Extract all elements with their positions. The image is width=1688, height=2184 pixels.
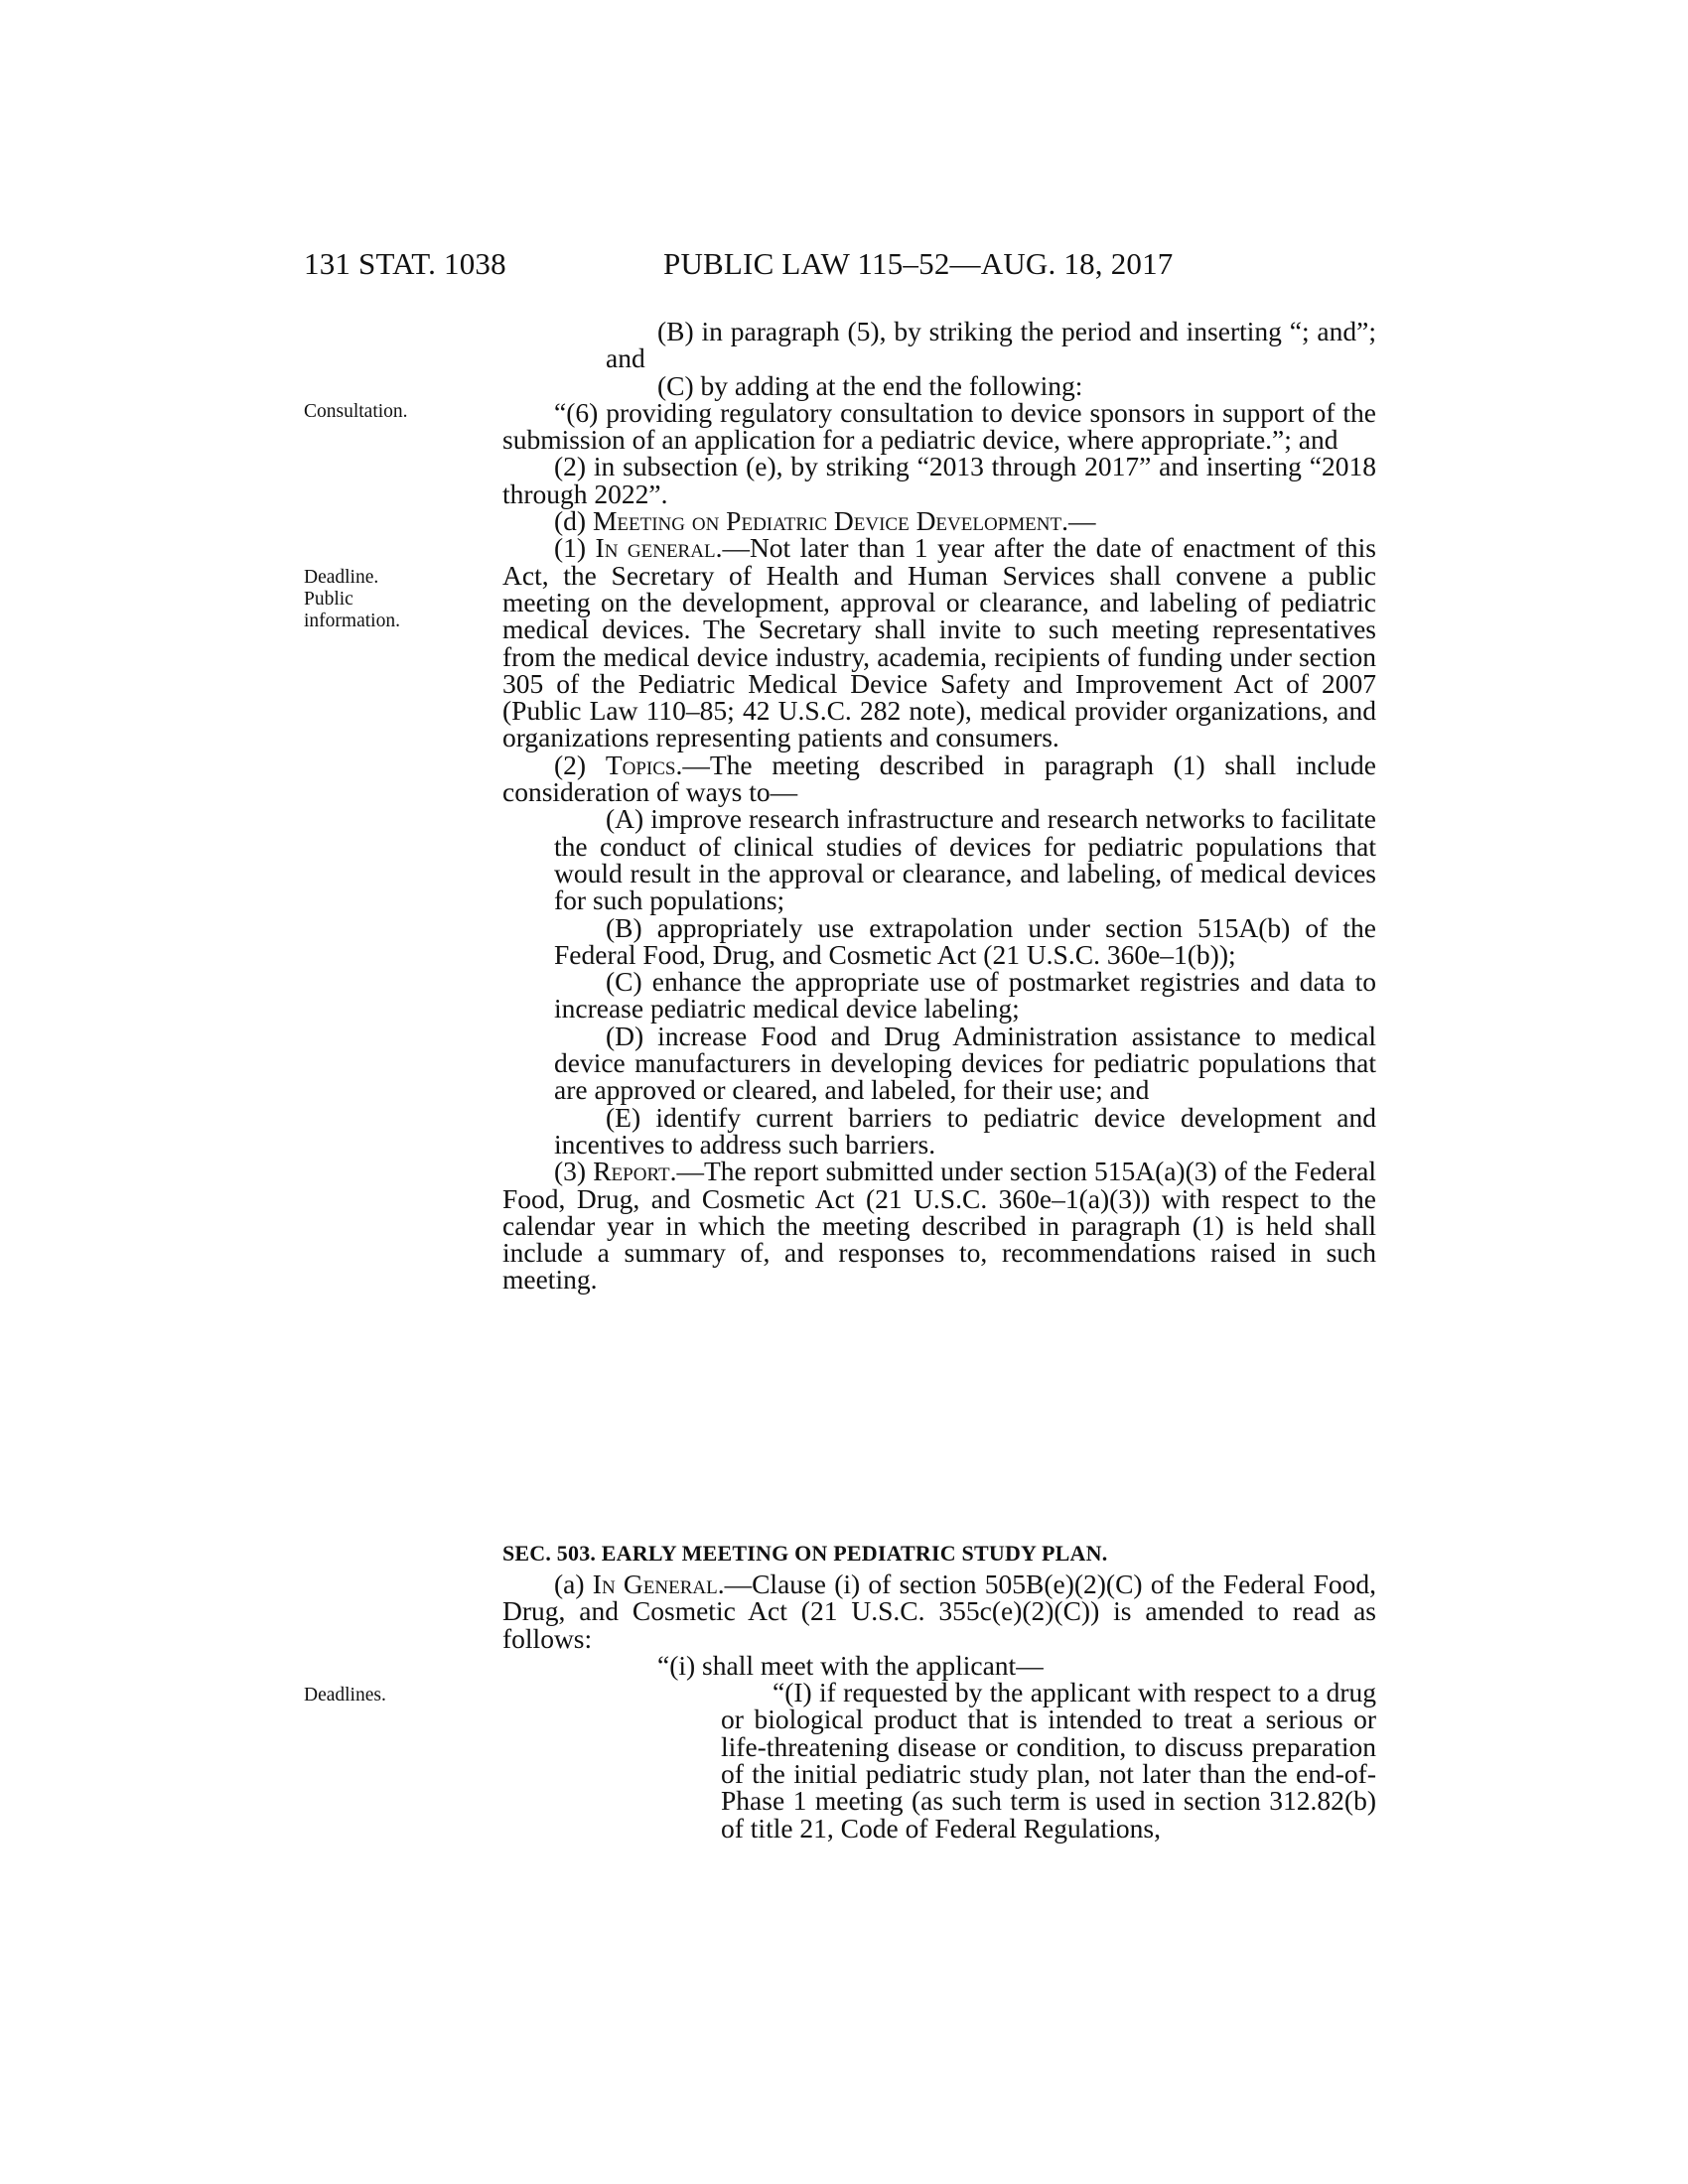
paragraph-label: (1) [554,532,596,564]
subsection-label: (d) [554,505,593,537]
body-text [502,318,1376,1294]
subsection-label: (a) [554,1569,593,1599]
subclause-I: “(I) if requested by the applicant with respect to a drug or biological product that is intended to treat a serious or life-threatening disease or condition, to discuss preparation of the initial pediatric study plan, not later than the end-of-Phase 1 meeting (as such term is used in section 312.82(b) of title 21, Code of Federal Regulations, [721,1677,1376,1843]
paragraph-label: (3) [554,1156,594,1187]
paragraph-3-report [502,1156,1376,1296]
subsection-title: Meeting on Pediatric Device Development [592,505,1062,537]
paragraph-heading: Topics [605,749,676,780]
paragraph-2-subsection-e: (2) in subsection (e), by striking “2013 through 2017” and inserting “2018 through 2022”. [502,451,1376,509]
margin-note-line: Public [304,589,353,610]
paragraph-2-topics [502,751,1376,806]
section-heading: SEC. 503. EARLY MEETING ON PEDIATRIC STUDY PLAN. [502,1541,1108,1566]
paragraph-c: (C) by adding at the end the following: [657,369,1083,401]
paragraph-text: .—Not later than 1 year after the date of enactment of this Act, the Secretary of Health and Human Services shall convene a public meeting on the development, approval or clearance, and labeling of pediatric medical devices. The Secretary shall invite to such meeting representatives from the medical device industry, academia, recipients of funding under section 305 of the Pediatric Medical Device Safety and Improvement Act of 2007 (Public Law 110–85; 42 U.S.C. 282 note), medical provider organizations, and organizations representing patients and consumers. [502,532,1376,753]
clause-i: “(i) shall meet with the applicant— [657,1649,1044,1681]
section-503 [502,1522,1376,1574]
subsection-d-heading [502,505,1376,537]
paragraph-b [502,318,1376,372]
paragraph-6: “(6) providing regulatory consultation to device sponsors in support of the submission of an application for a pediatric device, where appropriate.”; and [502,396,1376,456]
subsection-heading: In General [592,1569,718,1599]
topic-d: (D) increase Food and Drug Administration assistance to medical device manufacturers in developing devices for pediatric populations that are approved or cleared, and labeled, for their use; and [554,1020,1376,1106]
margin-note-consultation: Consultation. [304,401,408,422]
subsection-a-in-general [502,1570,1376,1652]
subsection-text: .—Clause (i) of section 505B(e)(2)(C) of the Federal Food, Drug, and Cosmetic Act (21 U.S.C. 355c(e)(2)(C)) is amended to read as follows: [502,1569,1376,1654]
paragraph-text: (B) in paragraph (5), by striking the period and inserting “; and”; and [606,316,1376,374]
margin-note-line: Deadline. [304,567,379,588]
paragraph-1-in-general [502,534,1376,751]
topic-b: (B) appropriately use extrapolation under section 515A(b) of the Federal Food, Drug, and Cosmetic Act (21 U.S.C. 360e–1(b)); [554,911,1376,970]
paragraph-heading: In general [595,532,716,564]
topic-e: (E) identify current barriers to pediatric device development and incentives to address such barriers. [554,1101,1376,1160]
margin-note-deadline-public-information [304,567,443,632]
paragraph-text: .—The report submitted under section 515A(a)(3) of the Federal Food, Drug, and Cosmetic Act (21 U.S.C. 360e–1(a)(3)) with respect to the calendar year in which the meeting described in paragraph (1) is held shall include a summary of, and responses to, recommendations raised in such meeting. [502,1156,1376,1296]
subsection-dash: .— [1061,505,1096,537]
paragraph-label: (2) [554,749,606,780]
topic-c: (C) enhance the appropriate use of postmarket registries and data to increase pediatric medical device labeling; [554,966,1376,1024]
topic-a: (A) improve research infrastructure and research networks to facilitate the conduct of clinical studies of devices for pediatric populations that would result in the approval or clearance, and labeling, of medical devices for such populations; [554,803,1376,916]
margin-note-line: information. [304,611,400,631]
section-503-body [502,1570,1376,1842]
margin-note-deadlines: Deadlines. [304,1685,386,1706]
running-header: PUBLIC LAW 115–52—AUG. 18, 2017 [663,246,1174,281]
paragraph-text: .—The meeting described in paragraph (1) shall include consideration of ways to— [502,749,1376,808]
paragraph-heading: Report [593,1156,670,1187]
page-citation: 131 STAT. 1038 [304,246,506,281]
